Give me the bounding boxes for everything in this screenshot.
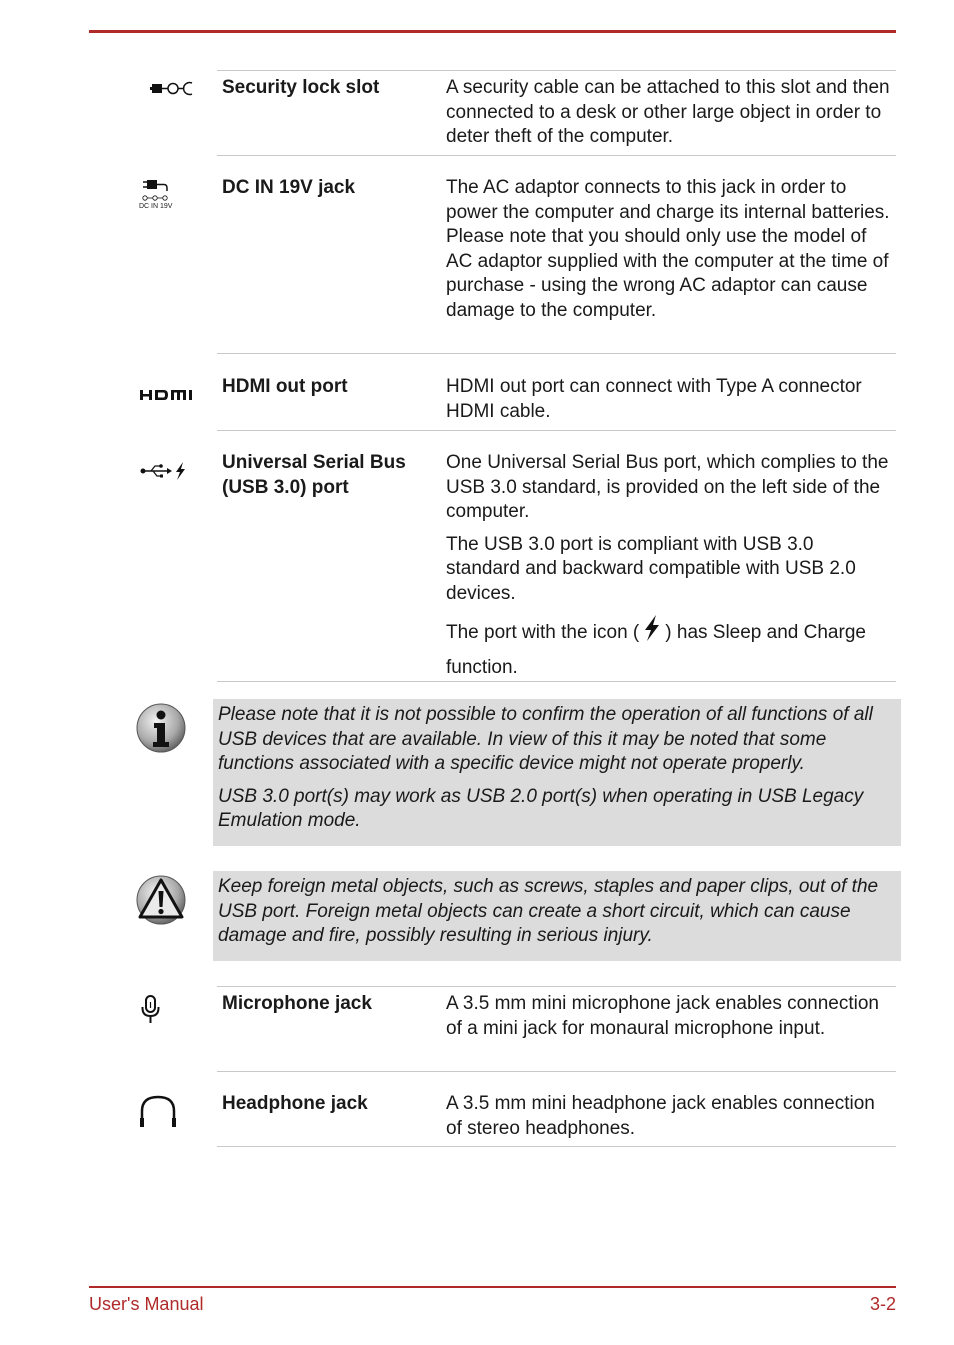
row-description [446,76,892,158]
description-paragraph: A 3.5 mm mini headphone jack enables connection of stereo headphones. [446,1093,875,1139]
row-term: Microphone jack [222,993,372,1014]
table-end-divider [217,1146,896,1147]
dc-in-icon [138,178,178,220]
description-paragraph: HDMI out port can connect with Type A connector HDMI cable. [446,376,862,422]
description-paragraph: The USB 3.0 port is compliant with USB 3.0 standard and backward compatible with USB 2.0 devices. [446,533,856,604]
description-paragraph: A security cable can be attached to this slot and then connected to a desk or other large object in order to deter theft of the computer. [446,77,890,147]
row-description [446,451,892,691]
row-divider [217,986,896,987]
row-description [446,176,892,331]
note-paragraph: Please note that it is not possible to confirm the operation of all functions of all USB devices that are available. In view of this it may be noted that some functions associated with a specific device might not operate properly. [218,704,873,774]
description-paragraph: One Universal Serial Bus port, which complies to the USB 3.0 standard, is provided on the left side of the computer. [446,452,889,522]
description-paragraph-with-icon [446,614,892,683]
warning-icon [134,873,188,935]
microphone-icon [140,994,162,1034]
security-lock-icon [150,78,198,106]
info-note-text [213,699,901,856]
description-paragraph: The AC adaptor connects to this jack in order to power the computer and charge its internal batteries. Please note that you should only use the model of AC adaptor supplied with the computer at the time of purchase - using the wrong AC adaptor can cause damage to the computer. [446,177,890,321]
hdmi-icon [140,385,204,410]
row-divider [217,1071,896,1072]
description-paragraph: A 3.5 mm mini microphone jack enables connection of a mini jack for monaural microphone input. [446,993,880,1039]
row-term: Universal Serial Bus (USB 3.0) port [222,452,406,498]
info-note [213,699,901,846]
footer-page-number: 3-2 [869,1294,896,1314]
table-end-divider [217,681,896,682]
row-divider [217,70,896,71]
row-term: Security lock slot [222,77,380,98]
row-divider [217,353,896,354]
row-divider [217,155,896,156]
row-description [446,1092,892,1149]
usb-sleep-charge-icon [140,460,190,490]
row-term: HDMI out port [222,376,348,397]
warning-note [213,871,901,961]
footer-manual-title: User's Manual [89,1294,204,1314]
text-after-icon: ) has Sleep and Charge function. [446,622,866,678]
footer-rule [89,1286,896,1288]
note-paragraph: Keep foreign metal objects, such as screws, staples and paper clips, out of the USB port. Foreign metal objects can create a short circuit, which can cause damage and fire, possibly resulting in serious injury. [218,876,879,946]
warning-note-text [213,871,901,971]
row-divider [217,430,896,431]
row-description [446,992,892,1049]
header-rule [89,30,896,33]
note-paragraph: USB 3.0 port(s) may work as USB 2.0 port(s) when operating in USB Legacy Emulation mode. [218,785,864,831]
dc-in-icon-label: DC IN 19V [139,203,173,210]
headphone-icon [138,1094,178,1138]
row-term: DC IN 19V jack [222,177,356,198]
info-icon [134,703,188,765]
text-before-icon: The port with the icon ( [446,622,640,644]
row-term: Headphone jack [222,1093,368,1114]
row-description [446,375,892,432]
sleep-charge-icon [641,614,663,652]
